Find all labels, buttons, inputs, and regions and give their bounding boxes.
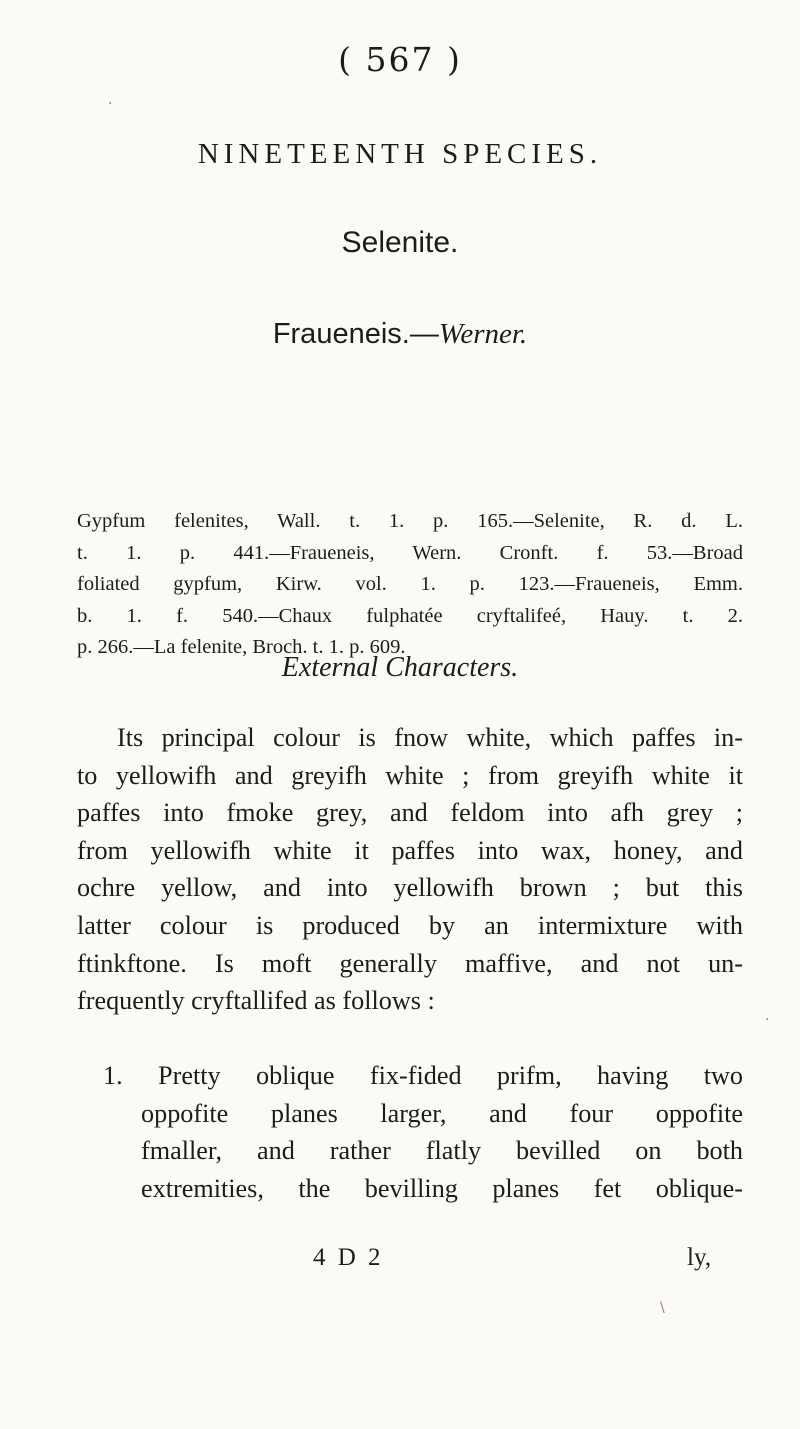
synonym-name: Fraueneis.— bbox=[272, 318, 439, 350]
page-number: ( 567 ) bbox=[338, 40, 462, 79]
reference-line: foliated gypfum, Kirw. vol. 1. p. 123.—Fraueneis, Emm. bbox=[77, 573, 743, 595]
reference-line: b. 1. f. 540.—Chaux fulphatée cryftalifeé, Hauy. t. 2. bbox=[77, 604, 743, 627]
signature-mark: 4 D 2 bbox=[313, 1244, 384, 1271]
body-line: Its principal colour is fnow white, which paffes in- bbox=[117, 723, 743, 752]
paper-speck: \ bbox=[660, 1300, 665, 1316]
list-item-line: 1. Pretty oblique fix-fided prifm, having two bbox=[103, 1061, 743, 1090]
page-title: Selenite. bbox=[341, 226, 459, 259]
body-line: to yellowifh and greyifh white ; from greyifh white it bbox=[77, 760, 743, 790]
crystal-form-list bbox=[103, 1057, 743, 1207]
list-item-line: fmaller, and rather flatly bevilled on both bbox=[141, 1136, 743, 1166]
synonym-author: Werner. bbox=[438, 318, 528, 350]
body-line: ftinkftone. Is moft generally maffive, and not un- bbox=[77, 948, 743, 978]
body-line: from yellowifh white it paffes into wax, honey, and bbox=[77, 835, 743, 865]
paper-speck: · bbox=[108, 96, 113, 112]
list-item-line: extremities, the bevilling planes fet oblique- bbox=[141, 1173, 743, 1203]
species-heading: NINETEENTH SPECIES. bbox=[197, 138, 603, 170]
body-line: frequently cryftallifed as follows : bbox=[77, 986, 435, 1016]
list-item-line: oppofite planes larger, and four oppofite bbox=[141, 1098, 743, 1128]
catchword: ly, bbox=[687, 1244, 712, 1271]
synonym-line bbox=[0, 318, 800, 351]
reference-line: t. 1. p. 441.—Fraueneis, Wern. Cronft. f. 53.—Broad bbox=[77, 541, 743, 564]
reference-line: Gypfum felenites, Wall. t. 1. p. 165.—Selenite, R. d. L. bbox=[77, 510, 743, 532]
body-paragraph bbox=[77, 719, 743, 1020]
section-heading: External Characters. bbox=[281, 652, 519, 683]
references-paragraph bbox=[77, 506, 743, 664]
paper-speck: · bbox=[765, 1012, 770, 1028]
body-line: paffes into fmoke grey, and feldom into afh grey ; bbox=[77, 798, 743, 828]
reference-line: p. 266.—La felenite, Broch. t. 1. p. 609. bbox=[77, 636, 406, 658]
body-line: latter colour is produced by an intermixture with bbox=[77, 910, 743, 940]
body-line: ochre yellow, and into yellowifh brown ; but this bbox=[77, 873, 743, 903]
